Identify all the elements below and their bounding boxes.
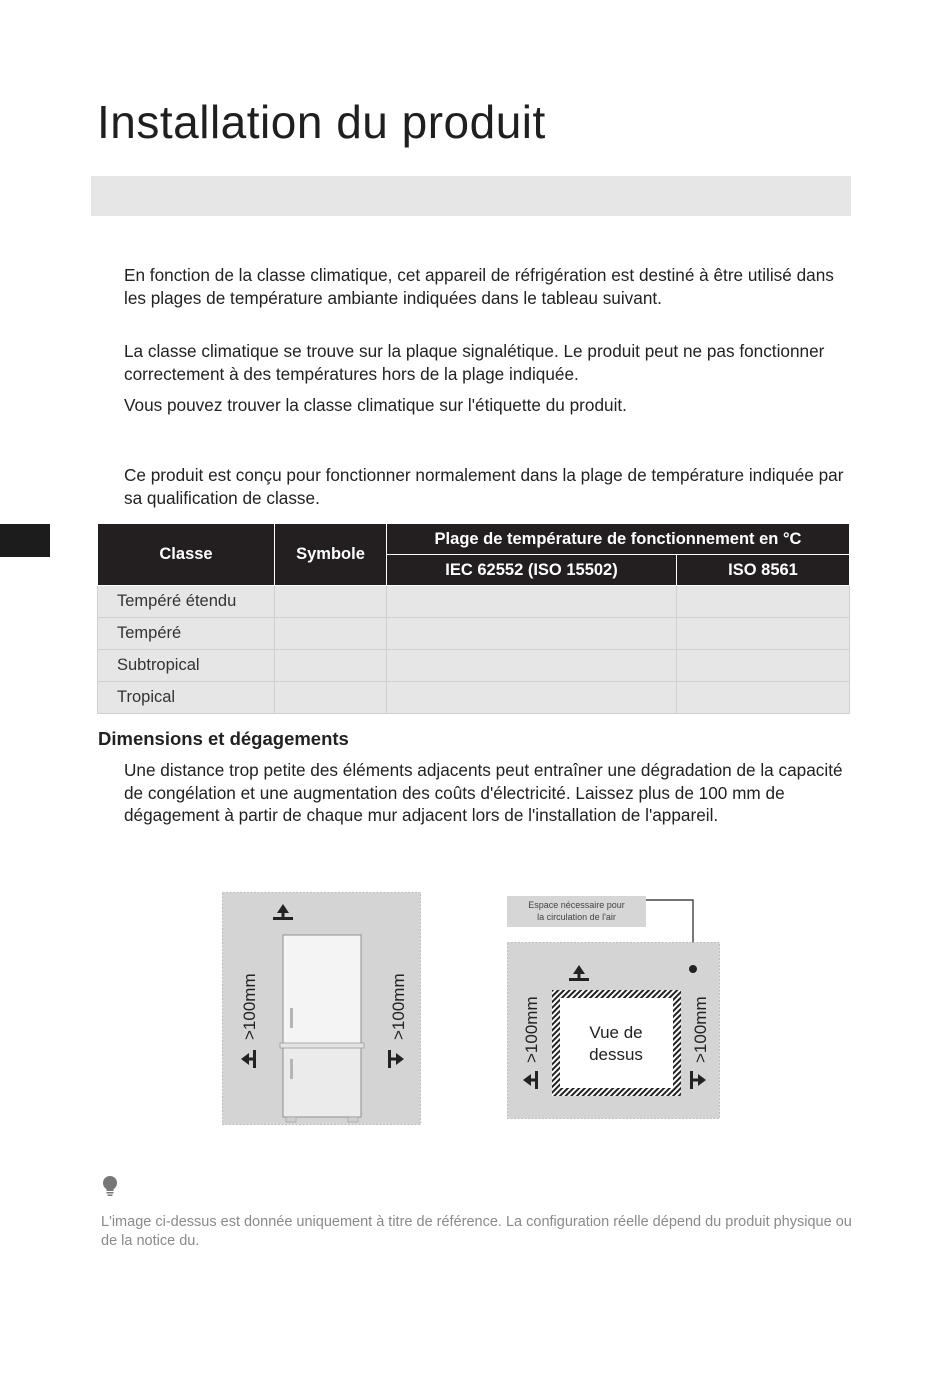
cell-iso <box>677 650 850 682</box>
cell-symbole <box>275 650 387 682</box>
cell-classe: Tempéré <box>98 618 275 650</box>
cell-symbole <box>275 586 387 618</box>
intro-paragraph-1: En fonction de la classe climatique, cet appareil de réfrigération est destiné à être utilisé dans les plages de température ambiante indiquées dans le tableau suivant. <box>124 265 834 308</box>
cell-iec <box>387 586 677 618</box>
refrigerator-icon <box>280 935 364 1122</box>
cell-iso <box>677 586 850 618</box>
table-row <box>98 682 850 714</box>
climate-class-table <box>97 523 850 714</box>
front-view-clearance-diagram <box>222 892 421 1125</box>
cell-iec <box>387 682 677 714</box>
header-symbole: Symbole <box>275 524 387 586</box>
right-clearance-label: >100mm <box>389 973 408 1040</box>
table-row <box>98 650 850 682</box>
table-row <box>98 586 850 618</box>
header-temperature-range: Plage de température de fonctionnement en °C <box>387 524 850 555</box>
cell-iso <box>677 618 850 650</box>
chapter-tab <box>0 524 50 557</box>
dimensions-heading: Dimensions et dégagements <box>98 728 349 749</box>
product-top-face <box>560 998 673 1088</box>
intro-paragraph-3: Vous pouvez trouver la classe climatique sur l'étiquette du produit. <box>124 395 627 415</box>
top-view-label-line2: dessus <box>589 1045 643 1064</box>
callout-dot <box>689 965 697 973</box>
header-iec: IEC 62552 (ISO 15502) <box>387 555 677 586</box>
right-clearance-label: >100mm <box>691 996 710 1063</box>
intro-paragraph-2: La classe climatique se trouve sur la plaque signalétique. Le produit peut ne pas fonctionner correctement à des températures hors de la plage indiquée. <box>124 341 825 384</box>
header-iso: ISO 8561 <box>677 555 850 586</box>
cell-symbole <box>275 618 387 650</box>
air-circulation-label-line1: Espace nécessaire pour <box>528 900 625 910</box>
air-circulation-label-line2: la circulation de l'air <box>537 912 616 922</box>
cell-classe: Tempéré étendu <box>98 586 275 618</box>
lightbulb-icon <box>101 1175 119 1197</box>
dimensions-paragraph: Une distance trop petite des éléments adjacents peut entraîner une dégradation de la capacité de congélation et une augmentation des coûts d'électricité. Laissez plus de 100 mm de dégagement à partir de chaque mur adjacent lors de l'installation de l'appareil. <box>124 760 843 825</box>
cell-symbole <box>275 682 387 714</box>
cell-iso <box>677 682 850 714</box>
page-title: Installation du produit <box>97 96 546 148</box>
cell-classe: Tropical <box>98 682 275 714</box>
top-view-label-line1: Vue de <box>589 1023 643 1042</box>
top-view-clearance-diagram <box>505 895 723 1123</box>
cell-iec <box>387 650 677 682</box>
table-row <box>98 618 850 650</box>
intro-paragraph-4: Ce produit est conçu pour fonctionner normalement dans la plage de température indiquée par sa qualification de classe. <box>124 465 844 508</box>
cell-classe: Subtropical <box>98 650 275 682</box>
section-band <box>91 176 851 216</box>
left-clearance-label: >100mm <box>240 973 259 1040</box>
reference-note: L'image ci-dessus est donnée uniquement à titre de référence. La configuration réelle dépend du produit physique ou de la notice du. <box>101 1214 852 1249</box>
cell-iec <box>387 618 677 650</box>
header-classe: Classe <box>98 524 275 586</box>
left-clearance-label: >100mm <box>522 996 541 1063</box>
